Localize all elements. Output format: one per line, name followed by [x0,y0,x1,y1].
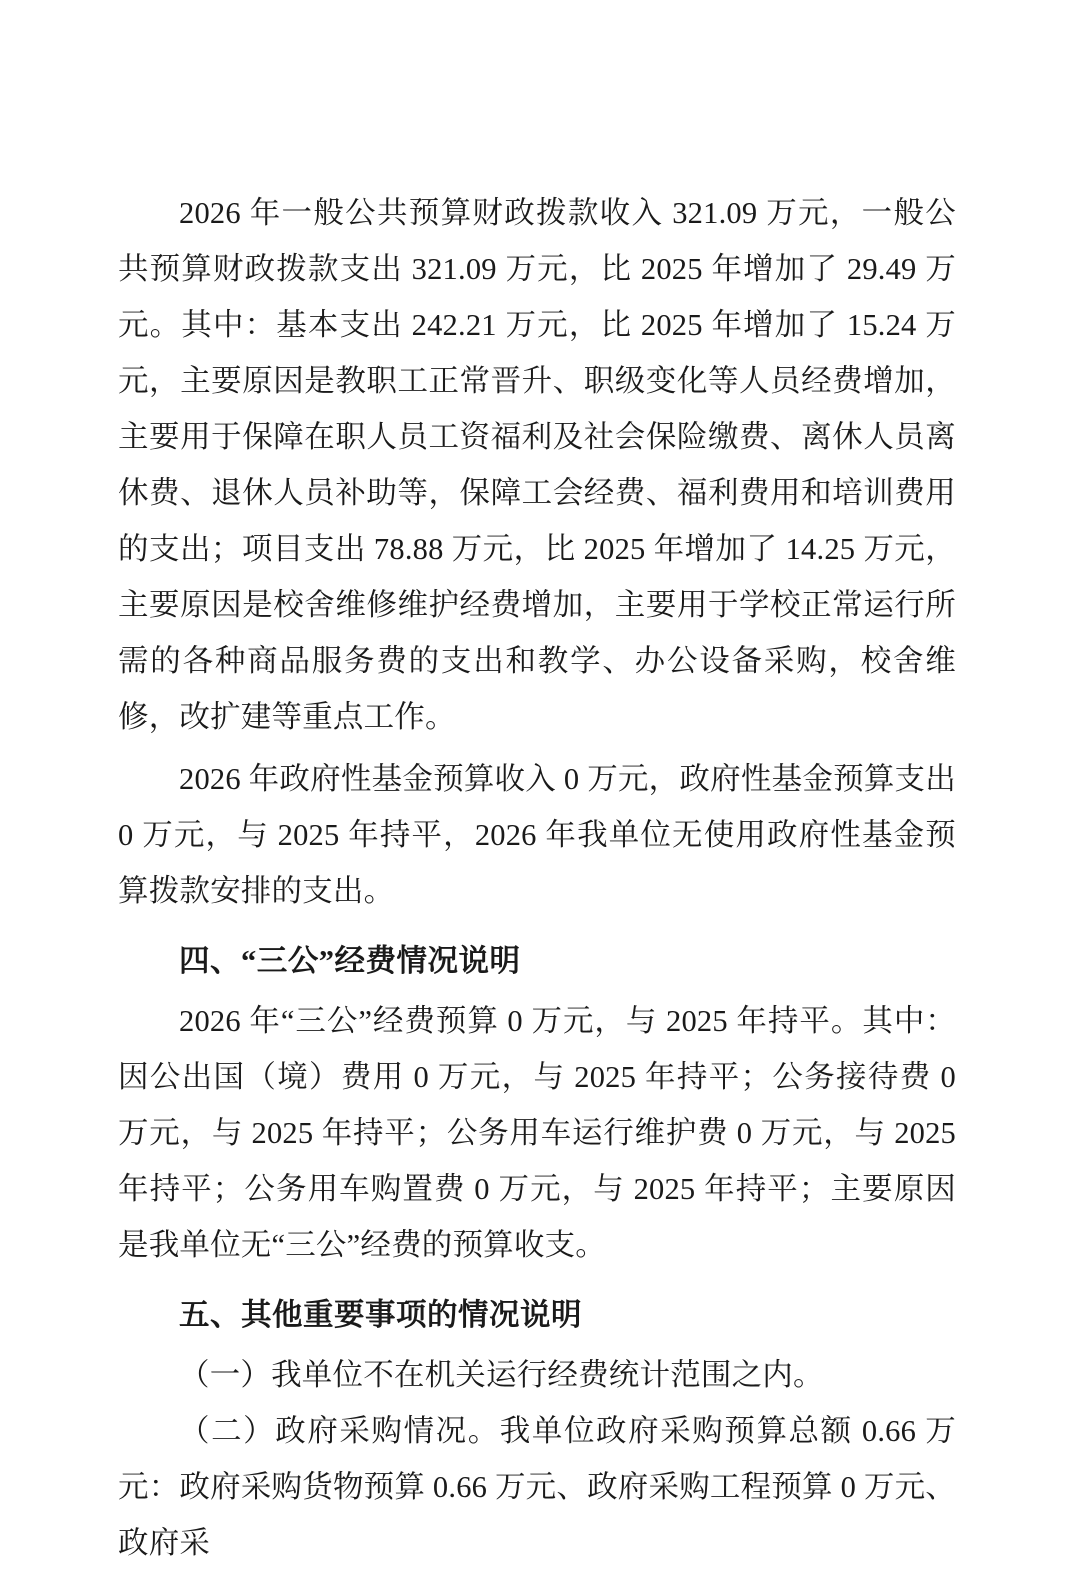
paragraph-item-two: （二）政府采购情况。我单位政府采购预算总额 0.66 万元：政府采购货物预算 0.66 万元、政府采购工程预算 0 万元、政府采 [118,1414,956,1560]
heading-section-four: 四、“三公”经费情况说明 [179,944,521,978]
heading-section-five: 五、其他重要事项的情况说明 [179,1298,582,1332]
paragraph-budget-allocation: 2026 年一般公共预算财政拨款收入 321.09 万元，一般公共预算财政拨款支出 321.09 万元，比 2025 年增加了 29.49 万元。其中：基本支出 242.21 万元，比 2025 年增加了 15.24 万元，主要原因是教职工正常晋升、职级变化等人员经费增加，主要用于保障在职人员工资福利及社会保险缴费、离休人员离休费、退休人员补助等，保障工会经费、福利费用和培训费用的支出；项目支出 78.88 万元，比 2025 年增加了 14.25 万元，主要原因是校舍维修维护经费增加，主要用于学校正常运行所需的各种商品服务费的支出和教学、办公设备采购，校舍维修，改扩建等重点工作。 [118,196,956,734]
paragraph-three-public-expenses: 2026 年“三公”经费预算 0 万元，与 2025 年持平。其中：因公出国（境）费用 0 万元，与 2025 年持平；公务接待费 0 万元，与 2025 年持平；公务用车运行维护费 0 万元，与 2025 年持平；公务用车购置费 0 万元，与 2025 年持平；主要原因是我单位无“三公”经费的预算收支。 [118,1004,956,1262]
paragraph-item-one: （一）我单位不在机关运行经费统计范围之内。 [179,1358,824,1392]
paragraph-government-fund-budget: 2026 年政府性基金预算收入 0 万元，政府性基金预算支出 0 万元，与 2025 年持平，2026 年我单位无使用政府性基金预算拨款安排的支出。 [118,762,956,908]
